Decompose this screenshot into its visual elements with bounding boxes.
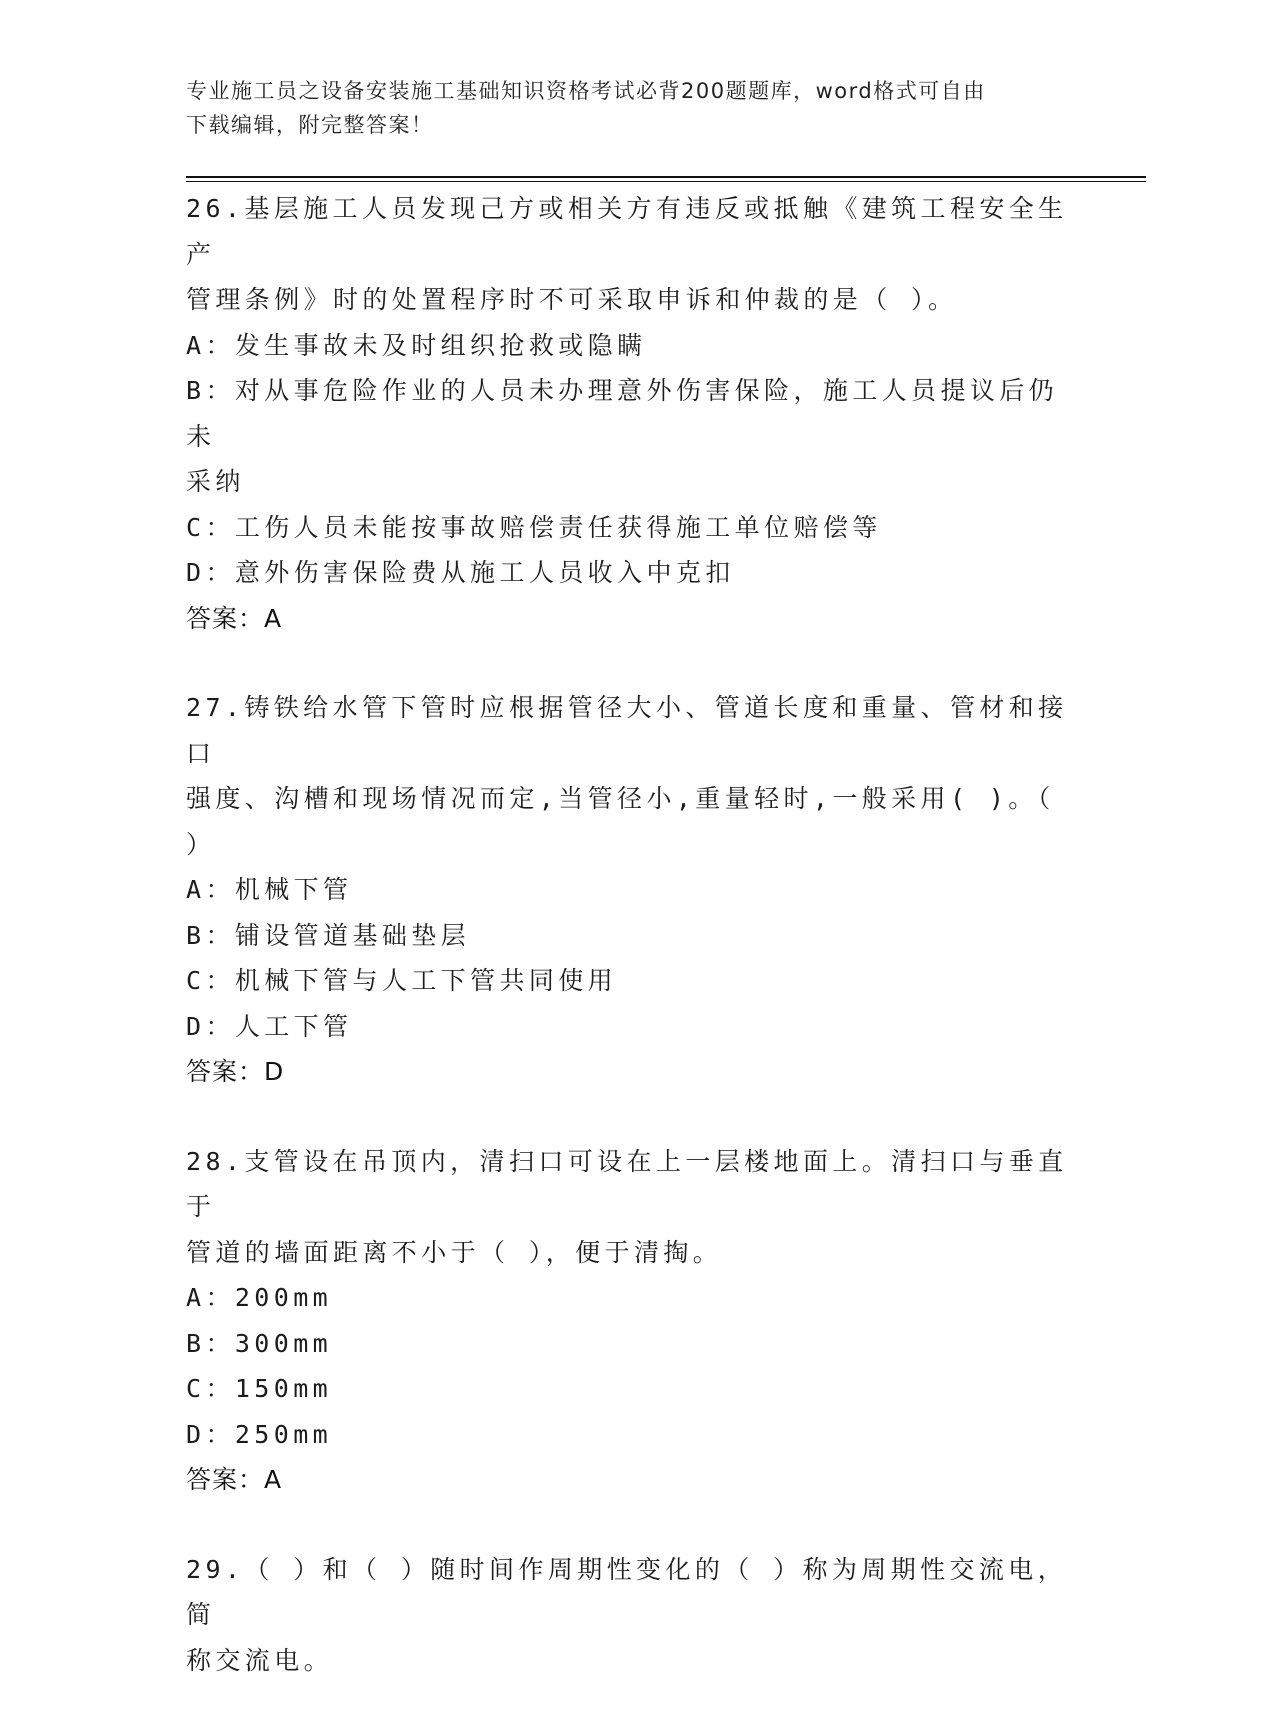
- question-text-line: 管理条例》时的处置程序时不可采取申诉和仲裁的是（ ）。: [186, 285, 958, 314]
- document-header: [186, 74, 1066, 142]
- option-d: D：人工下管: [186, 1011, 353, 1041]
- question-text-line: 管道的墙面距离不小于（ ），便于清掏。: [186, 1237, 723, 1267]
- header-line-1: 专业施工员之设备安装施工基础知识资格考试必背200题题库，word格式可自由: [186, 79, 986, 103]
- answer: 答案：A: [186, 1465, 283, 1494]
- option-b: B：300mm: [186, 1328, 333, 1358]
- option-c: C：150mm: [186, 1374, 333, 1403]
- question-text-line: 26.基层施工人员发现己方或相关方有违反或抵触《建筑工程安全生产: [186, 194, 1068, 269]
- question-text-line: 称交流电。: [186, 1645, 334, 1675]
- header-line-2: 下载编辑，附完整答案！: [186, 113, 434, 137]
- question-28: [186, 1139, 1086, 1503]
- question-list: [186, 186, 1086, 1727]
- option-a: A：200mm: [186, 1283, 333, 1312]
- question-text-line: 29.（ ）和（ ）随时间作周期性变化的（ ）称为周期性交流电，简: [186, 1554, 1068, 1629]
- option-c: C：工伤人员未能按事故赔偿责任获得施工单位赔偿等: [186, 512, 882, 542]
- option-a: A：机械下管: [186, 875, 353, 904]
- option-b-continued: 采纳: [186, 467, 245, 496]
- option-a: A：发生事故未及时组织抢救或隐瞒: [186, 330, 647, 360]
- option-c: C：机械下管与人工下管共同使用: [186, 966, 618, 995]
- question-27: [186, 685, 1086, 1095]
- option-d: D：250mm: [186, 1419, 333, 1449]
- question-29: [186, 1547, 1086, 1684]
- question-26: [186, 186, 1086, 641]
- question-text-line: 27.铸铁给水管下管时应根据管径大小、管道长度和重量、管材和接口: [186, 693, 1068, 768]
- answer: 答案：A: [186, 603, 283, 633]
- header-divider: [186, 176, 1146, 178]
- option-b: B：对从事危险作业的人员未办理意外伤害保险，施工人员提议后仍未: [186, 376, 1059, 451]
- question-text-line: 28.支管设在吊顶内，清扫口可设在上一层楼地面上。清扫口与垂直于: [186, 1146, 1068, 1221]
- question-text-line: ）: [186, 829, 216, 859]
- option-b: B：铺设管道基础垫层: [186, 920, 471, 950]
- header-divider-thin: [186, 181, 1146, 182]
- option-d: D：意外伤害保险费从施工人员收入中克扣: [186, 558, 735, 587]
- question-text-line: 强度、沟槽和现场情况而定,当管径小,重量轻时,一般采用( )。（: [186, 784, 1055, 813]
- answer: 答案：D: [186, 1057, 285, 1086]
